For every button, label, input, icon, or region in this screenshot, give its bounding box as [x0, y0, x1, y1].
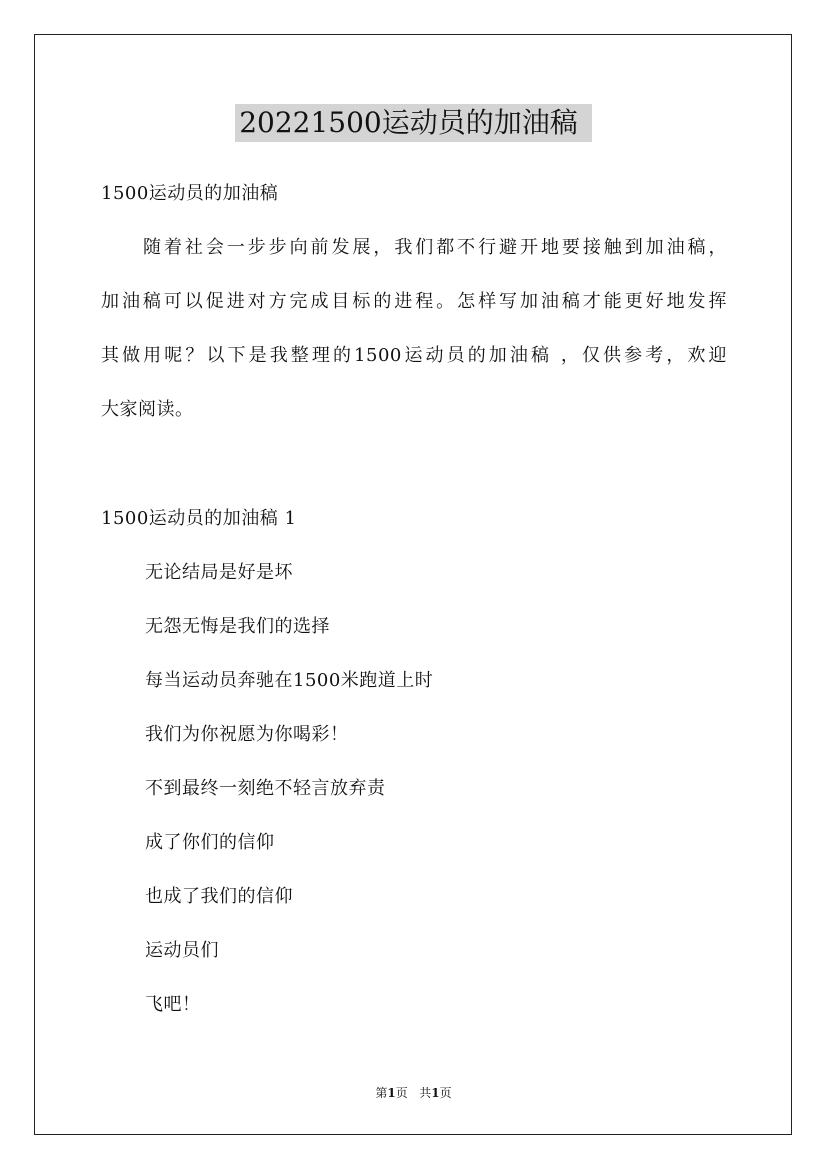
verse-line: 我们为你祝愿为你喝彩！ [145, 724, 349, 745]
verse-line: 无论结局是好是坏 [145, 562, 293, 583]
document-subtitle: 1500运动员的加油稿 [101, 183, 279, 204]
page-label-prefix: 第 [375, 1086, 388, 1100]
verse-line: 运动员们 [145, 940, 219, 961]
page-label-suffix: 页 [395, 1086, 408, 1100]
verse-line: 成了你们的信仰 [145, 832, 275, 853]
total-label-suffix: 页 [439, 1086, 452, 1100]
intro-line-4: 大家阅读。 [101, 399, 194, 420]
document-title: 20221500运动员的加油稿 [235, 104, 592, 142]
page-footer [0, 1085, 827, 1101]
title-container [0, 104, 827, 142]
section-heading: 1500运动员的加油稿 1 [101, 508, 297, 529]
verse-line: 不到最终一刻绝不轻言放弃责 [145, 778, 386, 799]
page-number: 1 [387, 1086, 396, 1100]
verse-line: 飞吧！ [145, 994, 201, 1015]
verse-line: 每当运动员奔驰在1500米跑道上时 [145, 670, 434, 691]
intro-line-3: 其做用呢？以下是我整理的1500运动员的加油稿 ，仅供参考，欢迎 [101, 345, 727, 366]
total-label-prefix: 共 [419, 1086, 432, 1100]
intro-line-2: 加油稿可以促进对方完成目标的进程。怎样写加油稿才能更好地发挥 [101, 291, 727, 312]
verse-line: 无怨无悔是我们的选择 [145, 616, 330, 637]
intro-line-1: 随着社会一步步向前发展，我们都不行避开地要接触到加油稿， [143, 237, 727, 258]
verse-line: 也成了我们的信仰 [145, 886, 293, 907]
total-pages: 1 [431, 1086, 440, 1100]
